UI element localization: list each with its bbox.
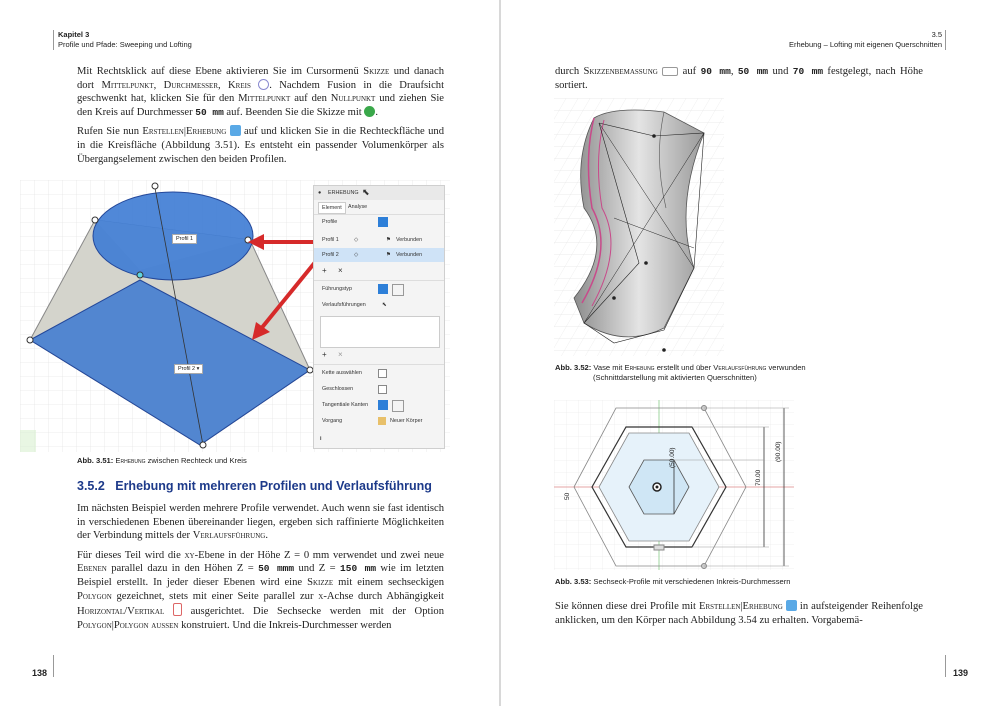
dimension-70: 70.00 [755, 469, 762, 486]
right-text-top [555, 65, 923, 98]
section-heading: 3.5.2 Erhebung mit mehreren Profilen und Verlaufsführung [77, 479, 432, 493]
fuehrungstyp-row: Führungstyp [314, 282, 444, 296]
flag-icon: ⚑ [386, 252, 391, 258]
left-text-bottom [77, 502, 444, 638]
loft-dialog [313, 185, 445, 449]
running-header-left [58, 30, 192, 50]
guide-list-box[interactable] [320, 316, 440, 348]
running-header-right [789, 30, 942, 50]
geschlossen-checkbox[interactable] [378, 385, 387, 394]
checkmark-icon [364, 106, 375, 117]
vorgang-select[interactable]: Neuer Körper [390, 418, 423, 424]
page-number: 139 [953, 668, 969, 678]
tab-element[interactable]: Element [318, 202, 346, 214]
left-text-top [77, 65, 444, 172]
paragraph: Für dieses Teil wird die xy-Ebene in der Höhe Z = 0 mm verwendet und zwei neue Ebenen parallel dazu in den Höhen Z = 50 mmm und Z = 150 mm wie im letzten Beispiel erstellt. In jeder dieser Ebenen wird eine Skizze mit einem sechseckigen Polygon gezeichnet, stets mit einer Seite parallel zur x-Achse durch Abhängigkeit Horizontal/Vertikal ausgerichtet. Die Sechsecke werden mit der Option Polygon|Polygon außen konstruiert. Und die Inkreis-Durchmesser werden [77, 549, 445, 631]
collapse-icon[interactable]: ● [318, 190, 322, 196]
vorgang-row: Vorgang Neuer Körper [314, 414, 444, 428]
profile-list-item[interactable]: Profil 1 ◇ ⚑ Verbunden [314, 233, 444, 247]
profile-list-item-selected[interactable]: Profil 2 ◇ ⚑ Verbunden [314, 248, 444, 262]
section-number: 3.5 [931, 30, 942, 39]
select-arrow-icon[interactable] [378, 217, 388, 227]
header-rule [945, 30, 946, 50]
guide-type-icon[interactable] [378, 284, 388, 294]
profile-shape-icon: ◇ [354, 237, 359, 243]
figure-3-51-caption: Abb. 3.51: Erhebung zwischen Rechteck und Kreis [77, 456, 247, 465]
profil-2-label[interactable]: Profil 2 ▾ [174, 364, 203, 374]
paragraph: Mit Rechtsklick auf diese Ebene aktivieren Sie im Cursormenü Skizze und danach dort Mittelpunkt, Durchmesser, Kreis . Nachdem Fusion in die Draufsicht geschwenkt hat, klicken Sie für den Mittelpunkt auf den Nullpunkt und ziehen Sie den Kreis auf Durchmesser 50 mm auf. Beenden Sie die Skizze mit . [77, 66, 445, 118]
chapter-label: Kapitel 3 [58, 30, 90, 39]
figure-3-52-vase [554, 98, 724, 356]
flag-icon: ⚑ [386, 237, 391, 243]
chevron-down-icon: ▾ [196, 366, 200, 372]
remove-guide-button[interactable]: × [338, 350, 343, 359]
footer-rule [53, 655, 54, 677]
circle-diameter-icon [258, 79, 269, 90]
sketch-dimension-icon [662, 67, 678, 76]
add-guide-button[interactable]: + [322, 350, 327, 359]
chapter-title: Profile und Pfade: Sweeping und Lofting [58, 40, 192, 49]
loft-icon [786, 600, 797, 611]
dimension-side: 50 [564, 492, 571, 500]
dialog-tabs [314, 200, 444, 214]
cursor-icon: ⬉ [362, 187, 370, 197]
page-number: 138 [32, 668, 48, 678]
section-title: Erhebung – Lofting mit eigenen Querschnitten [788, 40, 942, 49]
footer-rule [945, 655, 946, 677]
right-text-bottom [555, 600, 923, 633]
kette-checkbox[interactable] [378, 369, 387, 378]
new-body-icon [378, 417, 386, 425]
guide-actions [314, 348, 444, 362]
paragraph: Rufen Sie nun Erstellen|Erhebung auf und klicken Sie in die Rechteckfläche und in die Kreisfläche (Abbildung 3.51). Es entsteht ein passender Volumenkörper als Übergangselement zwischen den beiden Profilen. [77, 126, 444, 165]
paragraph: durch Skizzenbemaßung auf 90 mm, 50 mm und 70 mm festgelegt, nach Höhe sortiert. [555, 66, 923, 91]
tangent-merge-icon[interactable] [378, 400, 388, 410]
paragraph: Im nächsten Beispiel werden mehrere Profile verwendet. Auch wenn sie fast identisch in verschiedenen Ebenen übereinander liegen, ergeben sich raffinierte Möglichkeiten der Verbindung mittels der Verlaufsführung. [77, 503, 444, 542]
dialog-title-bar [314, 186, 444, 200]
verlauf-row: Verlaufsführungen ⬉ [314, 298, 444, 312]
geschlossen-row: Geschlossen [314, 382, 444, 396]
tab-analyse[interactable]: Analyse [348, 204, 368, 210]
select-cursor-icon[interactable]: ⬉ [382, 302, 387, 308]
figure-3-52-caption: Abb. 3.52: Vase mit Erhebung erstellt und über Verlaufsführung verwunden (Schnittdarstellung mit aktivierten Querschnitten) [555, 363, 806, 382]
profile-actions [314, 264, 444, 278]
dimension-50: (50.00) [669, 447, 676, 468]
dialog-title: ERHEBUNG [328, 190, 359, 196]
profile-shape-icon: ◇ [354, 252, 359, 258]
tangential-row: Tangentiale Kanten [314, 398, 444, 412]
right-page [501, 0, 1000, 706]
profil-1-label: Profil 1 [172, 234, 197, 244]
info-icon[interactable]: i [320, 436, 322, 442]
info-row [314, 432, 444, 446]
add-profile-button[interactable]: + [322, 266, 327, 275]
header-rule [53, 30, 54, 50]
figure-3-53-caption: Abb. 3.53: Sechseck-Profile mit verschiedenen Inkreis-Durchmessern [555, 577, 791, 586]
left-page [0, 0, 499, 706]
paragraph: Sie können diese drei Profile mit Erstellen|Erhebung in aufsteigender Reihenfolge anklicken, um den Körper nach Abbildung 3.54 zu erhalten. Vorgabemä- [555, 601, 923, 626]
horizontal-vertical-icon [173, 603, 182, 616]
dimension-90: (90.00) [775, 441, 782, 462]
guide-type-alt-icon[interactable] [392, 284, 404, 296]
kette-row: Kette auswählen [314, 366, 444, 380]
loft-icon [230, 125, 241, 136]
profile-row: Profile [314, 215, 444, 229]
tangent-keep-icon[interactable] [392, 400, 404, 412]
remove-profile-button[interactable]: × [338, 266, 343, 275]
